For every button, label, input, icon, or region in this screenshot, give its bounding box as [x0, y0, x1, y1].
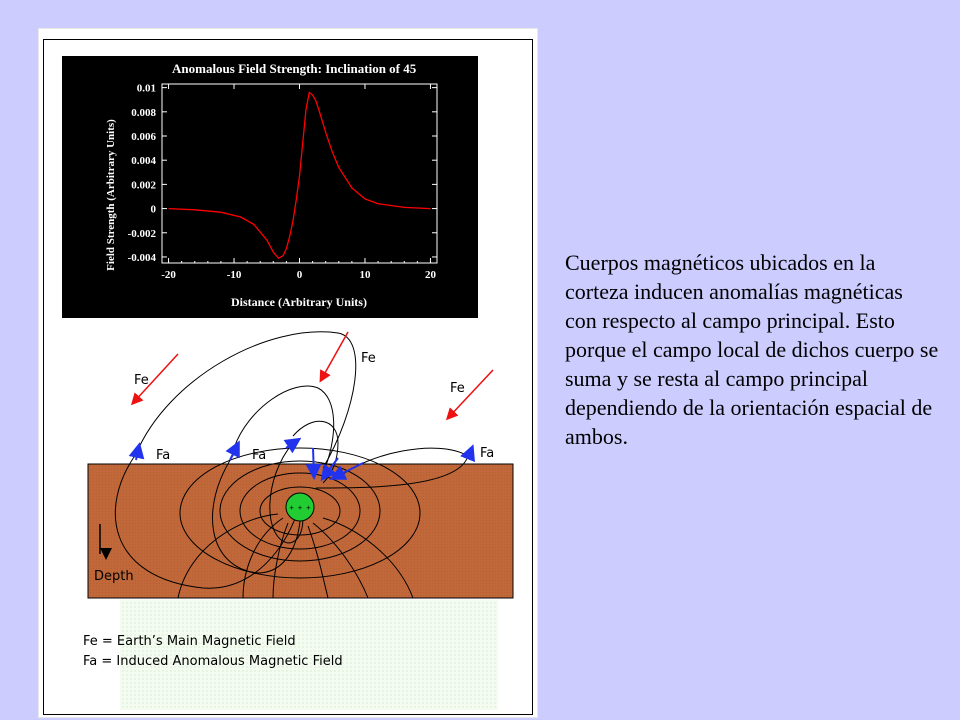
x-tick-label: -10	[226, 269, 242, 281]
legend-fe-line: Fe = Earth’s Main Magnetic Field	[83, 634, 296, 649]
chart-title: Anomalous Field Strength: Inclination of 45	[172, 61, 417, 76]
field-strength-chart	[62, 56, 478, 318]
y-tick-label: 0	[150, 203, 156, 216]
fe-label-2: Fe	[361, 351, 376, 366]
fa-arrow-3	[286, 440, 298, 448]
fe-label-1: Fe	[134, 373, 149, 388]
y-tick-label: 0.004	[131, 155, 156, 168]
x-tick-label: 10	[359, 269, 371, 281]
fa-arrow-4	[468, 448, 472, 458]
y-tick-label: -0.004	[127, 251, 156, 264]
x-tick-label: 0	[296, 269, 303, 281]
legend-fa-line: Fa = Induced Anomalous Magnetic Field	[83, 654, 343, 669]
fa-label-1: Fa	[156, 448, 171, 463]
x-tick-label: 20	[424, 269, 436, 281]
y-tick-label: 0.01	[136, 82, 156, 95]
fa-label-2: Fa	[252, 448, 267, 463]
y-axis-label: Field Strength (Arbitrary Units)	[105, 119, 117, 271]
y-ticks	[128, 83, 437, 264]
fe-arrow-2	[321, 332, 348, 380]
series-line	[169, 93, 431, 259]
y-tick-label: 0.008	[131, 106, 156, 119]
y-tick-label: 0.002	[131, 179, 156, 192]
fa-arrow-7	[313, 448, 314, 476]
x-tick-label: -20	[161, 269, 176, 281]
y-tick-label: -0.002	[127, 227, 156, 240]
legend	[83, 632, 343, 672]
depth-label: Depth	[94, 569, 134, 584]
body-marks: + + +	[289, 504, 311, 512]
y-tick-label: 0.006	[131, 131, 156, 144]
chart-svg	[62, 56, 478, 318]
side-paragraph: Cuerpos magnéticos ubicados en la corteza inducen anomalías magnéticas con respecto al campo principal. Esto porque el campo local de dichos cuerpo se suma y se resta al campo principal dependiendo de la orientación espacial de ambos.	[565, 250, 939, 449]
fe-label-3: Fe	[450, 381, 465, 396]
fa-label-3: Fa	[480, 446, 495, 461]
x-axis-label: Distance (Arbitrary Units)	[231, 295, 367, 309]
